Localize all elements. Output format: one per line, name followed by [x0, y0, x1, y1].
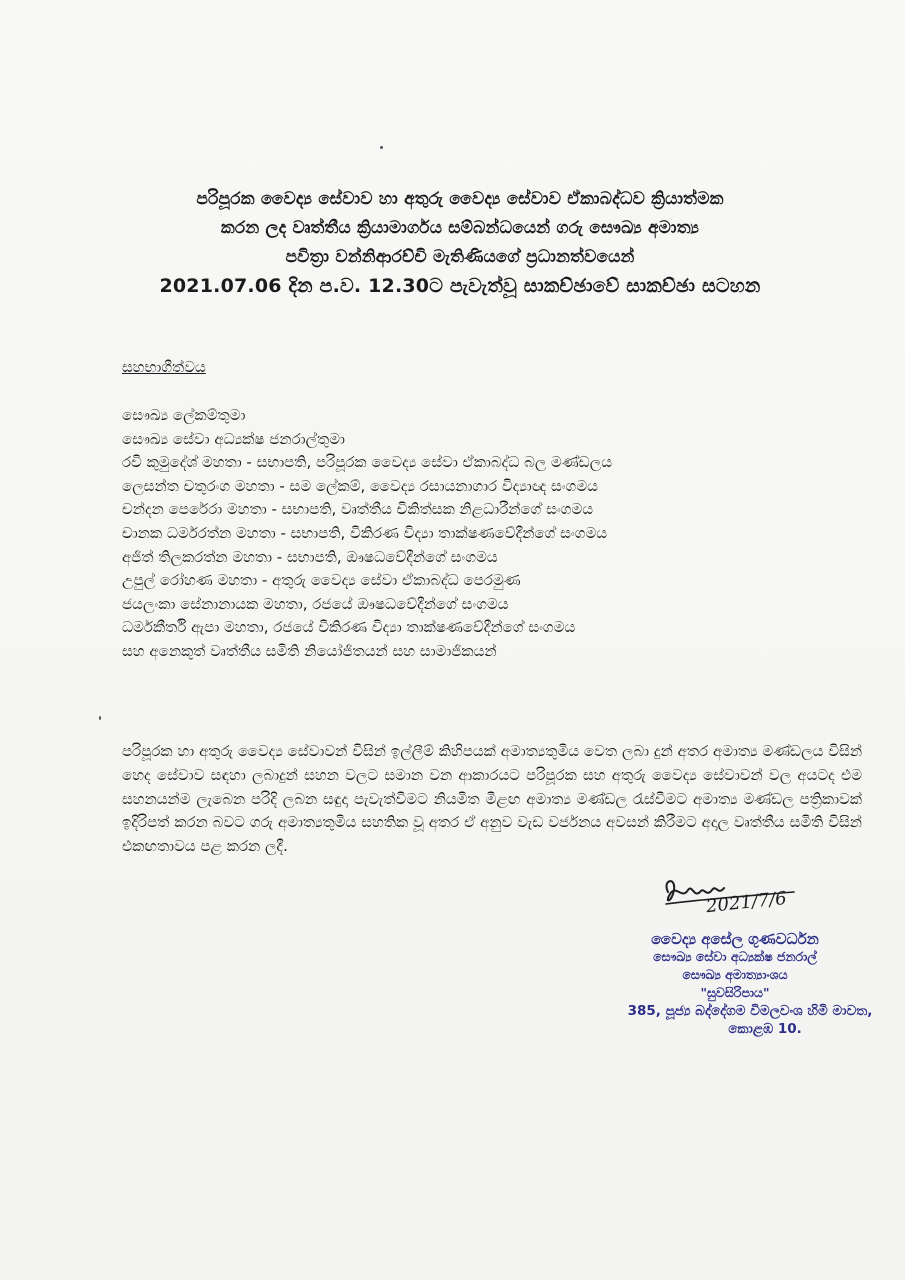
attendee-list [122, 404, 842, 664]
document-title [60, 186, 860, 302]
attendee-item: රවි කුමුදේශ් මහතා - සභාපති, පරිපූරක වෛද්‍ය සේවා ඒකාබද්ධ බල මණ්ඩලය [122, 453, 613, 472]
attendee-item: අජිත් තිලකරත්න මහතා - සභාපති, ඖෂධවේදීන්ගේ සංගමය [122, 547, 498, 566]
attendee-item: චානක ධර්මරත්න මහතා - සභාපති, විකිරණ විද්‍යා තාක්ෂණවේදීන්ගේ සංගමය [122, 523, 608, 542]
attendee-item: චන්දන පෙරේරා මහතා - සභාපති, වෘත්තීය චිකිත්සක නිළධාරීන්ගේ සංගමය [122, 500, 594, 519]
minutes-paragraph: පරිපූරක හා අතුරු වෛද්‍ය සේවාවන් විසින් ඉල්ලීම් කිහිපයක් අමාත්‍යතුමිය වෙත ලබා දුන් අතර අමාත්‍ය මණ්ඩලය විසින් හෙද සේවාව සඳහා ලබාදුන් සහන වලට සමාන වන ආකාරයට පරිපූරක සහ අතුරු වෛද්‍ය සේවාවන් වල අයටද එම සහනයන්ම ලැබෙන පරිදි ලබන සඳුදා පැවැත්වීමට නියමිත මීළඟ අමාත්‍ය මණ්ඩල රැස්වීමට අමාත්‍ය මණ්ඩල පත්‍රිකාවක් ඉදිරිපත් කරන බවට ගරු අමාත්‍යතුමිය සහතික වූ අතර ඒ අනුව වැඩ වර්ජනය අවසන් කිරීමට අදාල වෘත්තීය සමිති විසින් එකඟතාවය පළ කරන ලදී. [122, 742, 862, 856]
attendee-item: ධර්මකීර්ති ඇපා මහතා, රජයේ විකිරණ විද්‍යා තාක්ෂණවේදීන්ගේ සංගමය [122, 618, 576, 637]
attendee-item: සෞඛ්‍ය ලේකම්තුමා [122, 406, 246, 424]
scan-speck [380, 146, 383, 149]
stamp-designation: සෞඛ්‍ය සේවා අධ්‍යක්ෂ ජනරාල් [653, 949, 817, 964]
participation-heading: සහභාගීත්වය [122, 358, 206, 376]
attendee-item: උපුල් රෝහණ මහතා - අතුරු වෛද්‍ය සේවා ඒකාබද්ධ පෙරමුණ [122, 571, 521, 590]
attendee-item: ජයලංකා සේනානායක මහතා, රජයේ ඖෂධවේදීන්ගේ සංගමය [122, 594, 509, 613]
stamp-ministry: සෞඛ්‍ය අමාත්‍යාංශය [682, 967, 788, 982]
title-line: පරිපූරක වෛද්‍ය සේවාව හා අතුරු වෛද්‍ය සේවාව ඒකාබද්ධව ක්‍රියාත්මක [196, 189, 724, 209]
stamp-name: වෛද්‍ය අසේල ගුණවර්ධන [651, 930, 819, 948]
stamp-building: "සුවසිරිපාය" [700, 985, 770, 1000]
title-line: පවිත්‍රා වන්නිආරච්චි මැතිණියගේ ප්‍රධානත්වයෙන් [285, 247, 635, 267]
title-line: 2021.07.06 දින ප.ව. 12.30ට පැවැත්වූ සාකච්ඡාවේ සාකච්ඡා සටහන [159, 275, 761, 297]
signature-date: 2021/7/6 [705, 887, 788, 918]
stamp-city: කොළඹ 10. [728, 1021, 802, 1037]
attendee-item: ලෙසන්ත චතුරංග මහතා - සම ලේකම්, වෛද්‍ය රසායනාගාර විද්‍යාඥ සංගමය [122, 476, 598, 495]
attendee-item: සෞඛ්‍ය සේවා අධ්‍යක්ෂ ජනරාල්තුමා [122, 429, 345, 448]
stamp-address: 385, පූජ්‍ය බද්දේගම විමලවංශ හිමි මාවත, [627, 1003, 873, 1019]
attendee-item: සහ අනෙකුත් වෘත්තීය සමිති නියෝජිතයන් සහ සාමාජිකයන් [122, 641, 497, 660]
title-line: කරන ලද වෘත්තීය ක්‍රියාමාර්ගය සම්බන්ධයෙන් ගරු සෞඛ්‍ය අමාත්‍ය [220, 218, 700, 238]
official-stamp [585, 930, 885, 1038]
scan-speck [99, 716, 101, 720]
